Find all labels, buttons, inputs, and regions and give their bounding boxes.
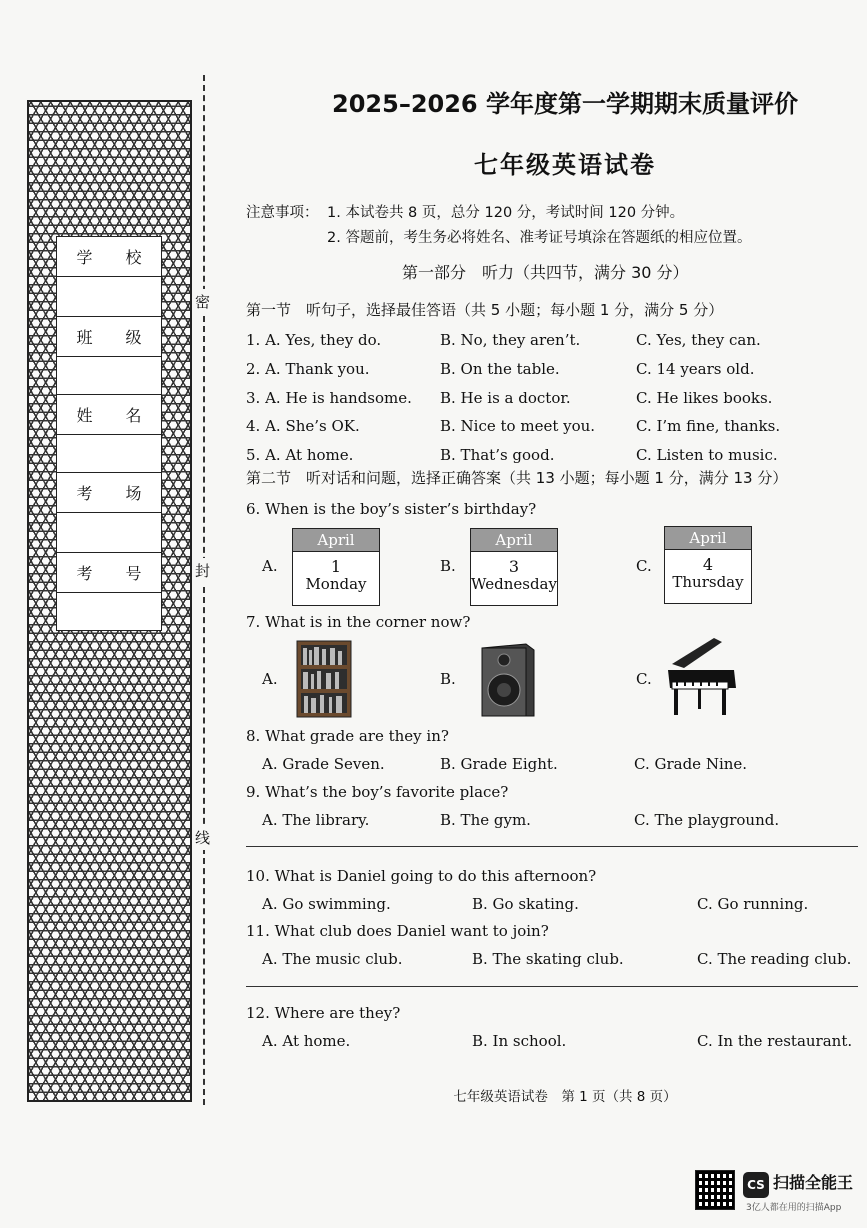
q1-option-b: B. No, they aren’t.: [440, 331, 581, 349]
scanner-tagline: 3亿人都在用的扫描App: [746, 1203, 842, 1213]
q7-label-c: C.: [636, 670, 652, 688]
section2-title: 第二节 听对话和问题，选择正确答案（共 13 小题；每小题 1 分，满分 13 分）: [246, 469, 788, 487]
q3-option-b: B. He is a doctor.: [440, 389, 571, 407]
exam-number-label: 考 号: [57, 553, 161, 593]
q11-option-b: B. The skating club.: [472, 950, 624, 968]
q9-option-b: B. The gym.: [440, 811, 531, 829]
q12-stem: 12. Where are they?: [246, 1004, 401, 1022]
note-2: 2. 答题前，考生务必将姓名、准考证号填涂在答题纸的相应位置。: [327, 230, 752, 246]
calendar-month: April: [665, 527, 751, 550]
q9-option-a: A. The library.: [262, 811, 370, 829]
q9-option-c: C. The playground.: [634, 811, 780, 829]
q3-option-c: C. He likes books.: [636, 389, 773, 407]
class-field[interactable]: [57, 357, 161, 395]
q2-option-a: 2. A. Thank you.: [246, 360, 370, 378]
piano-icon: [664, 634, 740, 718]
calendar-a: [292, 528, 380, 606]
q8-option-a: A. Grade Seven.: [262, 755, 385, 773]
q10-option-b: B. Go skating.: [472, 895, 579, 913]
q6-label-a: A.: [262, 557, 278, 575]
scanner-app-name: 扫描全能王: [773, 1173, 854, 1192]
q6-label-c: C.: [636, 557, 652, 575]
school-field[interactable]: [57, 277, 161, 317]
name-label: 姓 名: [57, 395, 161, 435]
calendar-month: April: [471, 529, 557, 552]
calendar-c: [664, 526, 752, 604]
seal-char-feng: 封: [195, 558, 210, 583]
q6-label-b: B.: [440, 557, 456, 575]
q7-label-b: B.: [440, 670, 456, 688]
calendar-weekday: Thursday: [672, 573, 744, 591]
student-info-table: [56, 236, 162, 631]
q10-option-a: A. Go swimming.: [262, 895, 391, 913]
note-1: 1. 本试卷共 8 页，总分 120 分，考试时间 120 分钟。: [327, 205, 685, 221]
q7-label-a: A.: [262, 670, 278, 688]
scanner-logo: CS: [743, 1172, 769, 1198]
q11-stem: 11. What club does Daniel want to join?: [246, 922, 549, 940]
seal-char-xian: 线: [195, 825, 210, 850]
q11-option-c: C. The reading club.: [697, 950, 852, 968]
calendar-b: [470, 528, 558, 606]
exam-room-field[interactable]: [57, 513, 161, 553]
q5-option-c: C. Listen to music.: [636, 446, 778, 464]
q1-option-c: C. Yes, they can.: [636, 331, 761, 349]
q3-option-a: 3. A. He is handsome.: [246, 389, 412, 407]
notes-label: 注意事项：: [246, 205, 319, 221]
q10-option-c: C. Go running.: [697, 895, 809, 913]
divider-line: [246, 986, 858, 987]
q9-stem: 9. What’s the boy’s favorite place?: [246, 783, 509, 801]
page-footer: 七年级英语试卷 第 1 页（共 8 页）: [453, 1089, 677, 1105]
q11-option-a: A. The music club.: [262, 950, 403, 968]
part1-title: 第一部分 听力（共四节，满分 30 分）: [402, 263, 689, 282]
q5-option-a: 5. A. At home.: [246, 446, 354, 464]
q4-option-b: B. Nice to meet you.: [440, 417, 596, 435]
exam-room-label: 考 场: [57, 473, 161, 513]
q5-option-b: B. That’s good.: [440, 446, 555, 464]
calendar-month: April: [293, 529, 379, 552]
section1-title: 第一节 听句子，选择最佳答语（共 5 小题；每小题 1 分，满分 5 分）: [246, 301, 724, 319]
class-label: 班 级: [57, 317, 161, 357]
speaker-icon: [478, 642, 536, 718]
calendar-weekday: Monday: [305, 575, 367, 593]
exam-title: 2025–2026 学年度第一学期期末质量评价: [332, 90, 798, 118]
q12-option-b: B. In school.: [472, 1032, 567, 1050]
q2-option-b: B. On the table.: [440, 360, 560, 378]
name-field[interactable]: [57, 435, 161, 473]
q8-option-b: B. Grade Eight.: [440, 755, 558, 773]
q8-option-c: C. Grade Nine.: [634, 755, 748, 773]
q2-option-c: C. 14 years old.: [636, 360, 755, 378]
calendar-weekday: Wednesday: [471, 575, 557, 593]
calendar-day: 3: [508, 557, 520, 576]
calendar-day: 1: [330, 557, 342, 576]
bookshelf-icon: [296, 640, 352, 718]
school-label: 学 校: [57, 237, 161, 277]
q10-stem: 10. What is Daniel going to do this afternoon?: [246, 867, 597, 885]
q6-stem: 6. When is the boy’s sister’s birthday?: [246, 500, 537, 518]
exam-subtitle: 七年级英语试卷: [474, 151, 656, 179]
calendar-day: 4: [702, 555, 714, 574]
q4-option-a: 4. A. She’s OK.: [246, 417, 360, 435]
q1-option-a: 1. A. Yes, they do.: [246, 331, 382, 349]
q8-stem: 8. What grade are they in?: [246, 727, 449, 745]
q12-option-a: A. At home.: [262, 1032, 351, 1050]
seal-char-mi: 密: [195, 289, 210, 314]
q12-option-c: C. In the restaurant.: [697, 1032, 853, 1050]
seal-line: [203, 75, 205, 1105]
q4-option-c: C. I’m fine, thanks.: [636, 417, 781, 435]
divider-line: [246, 846, 858, 847]
exam-number-field[interactable]: [57, 593, 161, 630]
q7-stem: 7. What is in the corner now?: [246, 613, 471, 631]
qr-code-icon: [695, 1170, 735, 1210]
